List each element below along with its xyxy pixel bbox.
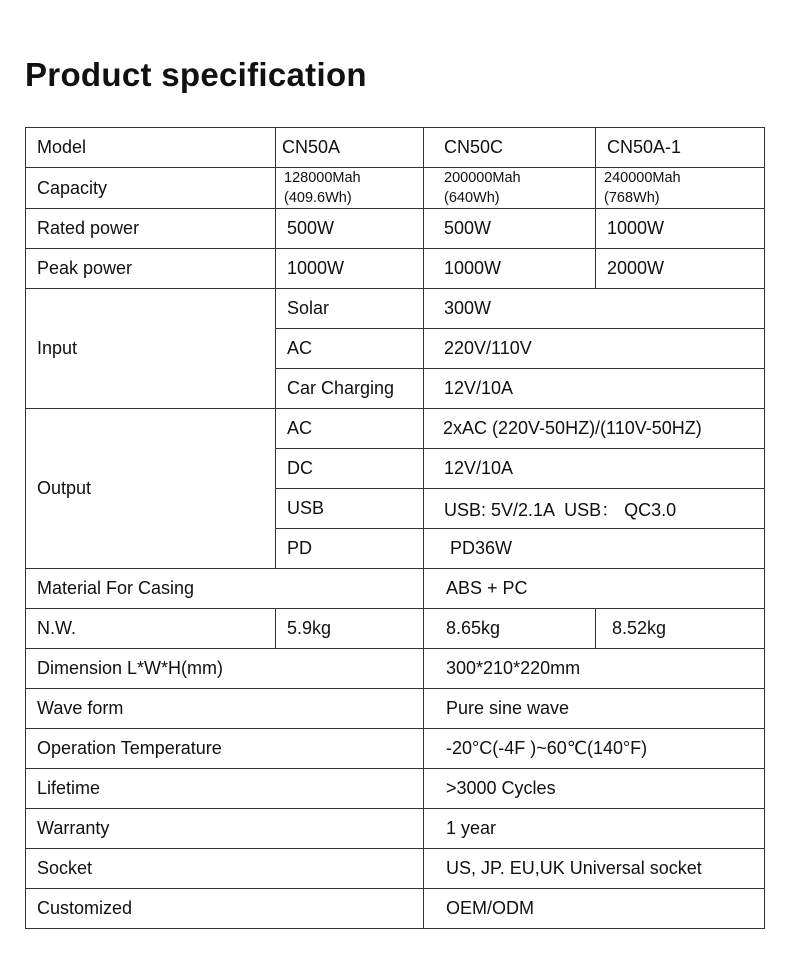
output-ac-label: AC — [276, 409, 424, 449]
row-customized — [26, 889, 765, 929]
warranty-value: 1 year — [424, 809, 765, 849]
peak-power-label: Peak power — [26, 249, 276, 289]
dimension-label: Dimension L*W*H(mm) — [26, 649, 424, 689]
socket-label: Socket — [26, 849, 424, 889]
input-car-label: Car Charging — [276, 369, 424, 409]
wave-form-value: Pure sine wave — [424, 689, 765, 729]
socket-value: US, JP. EU,UK Universal socket — [424, 849, 765, 889]
model-label: Model — [26, 128, 276, 168]
spec-table — [25, 127, 765, 929]
row-nw — [26, 609, 765, 649]
input-ac-label: AC — [276, 329, 424, 369]
input-solar-value: 300W — [424, 289, 765, 329]
row-dimension — [26, 649, 765, 689]
casing-value: ABS + PC — [424, 569, 765, 609]
lifetime-label: Lifetime — [26, 769, 424, 809]
rated-power-label: Rated power — [26, 209, 276, 249]
dimension-value: 300*210*220mm — [424, 649, 765, 689]
output-usb-label: USB — [276, 489, 424, 529]
temperature-label: Operation Temperature — [26, 729, 424, 769]
customized-label: Customized — [26, 889, 424, 929]
casing-label: Material For Casing — [26, 569, 424, 609]
output-pd-label: PD — [276, 529, 424, 569]
row-socket — [26, 849, 765, 889]
output-dc-label: DC — [276, 449, 424, 489]
output-label: Output — [26, 409, 276, 569]
nw-cn50c: 8.65kg — [424, 609, 596, 649]
capacity-cn50c — [424, 168, 596, 209]
nw-label: N.W. — [26, 609, 276, 649]
rated-power-cn50a-1: 1000W — [596, 209, 765, 249]
input-label: Input — [26, 289, 276, 409]
output-usb-value: USB: 5V/2.1A USB： QC3.0 — [424, 489, 765, 529]
capacity-cn50a — [276, 168, 424, 209]
row-temperature — [26, 729, 765, 769]
temperature-value: -20°C(-4F )~60℃(140°F) — [424, 729, 765, 769]
peak-power-cn50c: 1000W — [424, 249, 596, 289]
peak-power-cn50a: 1000W — [276, 249, 424, 289]
input-solar-label: Solar — [276, 289, 424, 329]
capacity-cn50a-wh: (409.6Wh) — [284, 190, 352, 206]
capacity-cn50c-wh: (640Wh) — [444, 190, 500, 206]
row-lifetime — [26, 769, 765, 809]
customized-value: OEM/ODM — [424, 889, 765, 929]
capacity-cn50a-mah: 128000Mah — [284, 170, 361, 186]
capacity-cn50a-1-mah: 240000Mah — [604, 170, 681, 186]
input-ac-value: 220V/110V — [424, 329, 765, 369]
rated-power-cn50a: 500W — [276, 209, 424, 249]
nw-cn50a-1: 8.52kg — [596, 609, 765, 649]
nw-cn50a: 5.9kg — [276, 609, 424, 649]
output-pd-value: PD36W — [424, 529, 765, 569]
model-cn50a-1: CN50A-1 — [596, 128, 765, 168]
row-model — [26, 128, 765, 168]
row-casing — [26, 569, 765, 609]
model-cn50c: CN50C — [424, 128, 596, 168]
capacity-cn50a-1-wh: (768Wh) — [604, 190, 660, 206]
peak-power-cn50a-1: 2000W — [596, 249, 765, 289]
input-car-value: 12V/10A — [424, 369, 765, 409]
row-capacity — [26, 168, 765, 209]
wave-form-label: Wave form — [26, 689, 424, 729]
rated-power-cn50c: 500W — [424, 209, 596, 249]
output-ac-value: 2xAC (220V-50HZ)/(110V-50HZ) — [424, 409, 765, 449]
warranty-label: Warranty — [26, 809, 424, 849]
output-dc-value: 12V/10A — [424, 449, 765, 489]
row-warranty — [26, 809, 765, 849]
capacity-label: Capacity — [26, 168, 276, 209]
capacity-cn50a-1 — [596, 168, 765, 209]
capacity-cn50c-mah: 200000Mah — [444, 170, 521, 186]
row-wave-form — [26, 689, 765, 729]
row-output-ac — [26, 409, 765, 449]
row-rated-power — [26, 209, 765, 249]
model-cn50a: CN50A — [276, 128, 424, 168]
row-input-solar — [26, 289, 765, 329]
page-title: Product specification — [25, 56, 367, 93]
row-peak-power — [26, 249, 765, 289]
lifetime-value: >3000 Cycles — [424, 769, 765, 809]
